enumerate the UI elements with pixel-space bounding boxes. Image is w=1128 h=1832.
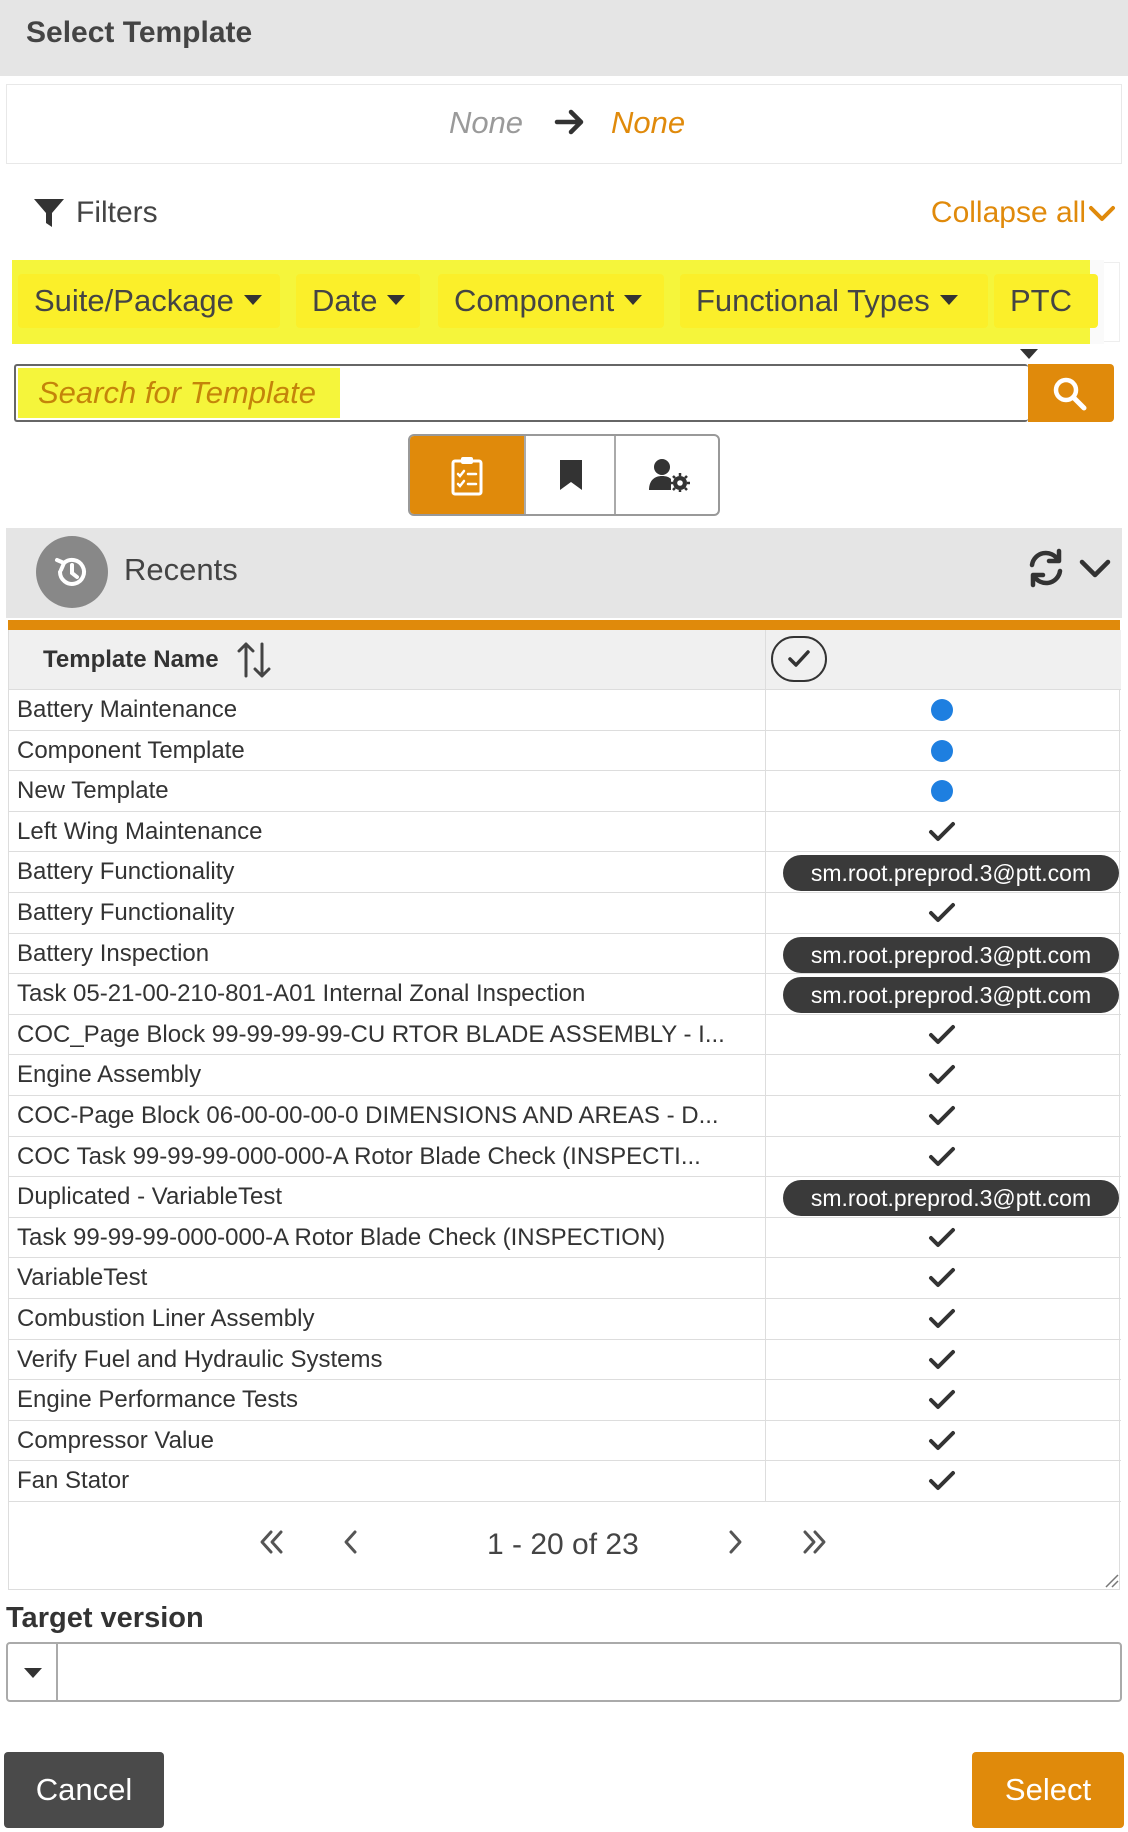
column-divider xyxy=(765,1137,766,1177)
column-divider xyxy=(765,690,766,730)
select-button[interactable]: Select xyxy=(972,1752,1124,1828)
column-divider xyxy=(765,1258,766,1298)
column-divider xyxy=(765,1177,766,1217)
search-box xyxy=(14,364,1028,422)
column-divider xyxy=(765,1340,766,1380)
recents-label: Recents xyxy=(124,552,238,587)
column-divider xyxy=(765,1461,766,1501)
template-name-cell: Compressor Value xyxy=(17,1426,214,1454)
caret-down-icon xyxy=(1020,349,1038,359)
filter-chip-bar xyxy=(12,260,1104,344)
table-body xyxy=(9,690,1121,1502)
arrow-right-icon xyxy=(553,105,587,139)
column-divider xyxy=(765,1380,766,1420)
funnel-icon xyxy=(32,196,66,230)
filter-chip-component[interactable] xyxy=(438,274,664,328)
table-row[interactable] xyxy=(9,1421,1121,1462)
version-from: None xyxy=(448,105,524,140)
table-row[interactable] xyxy=(9,771,1121,812)
table-row[interactable] xyxy=(9,812,1121,853)
column-divider xyxy=(765,731,766,771)
check-icon xyxy=(927,1348,957,1372)
column-divider xyxy=(765,630,766,690)
check-icon xyxy=(927,1307,957,1331)
column-divider xyxy=(765,1299,766,1339)
locked-by-user-badge: sm.root.preprod.3@ptt.com xyxy=(783,1180,1119,1216)
table-row[interactable] xyxy=(9,731,1121,772)
column-header-template-name[interactable]: Template Name xyxy=(43,646,219,673)
column-divider xyxy=(765,1218,766,1258)
check-icon xyxy=(787,648,811,670)
table-row[interactable] xyxy=(9,1461,1121,1502)
templates-table xyxy=(8,630,1120,1590)
recents-accent-line xyxy=(8,620,1120,630)
filters-label: Filters xyxy=(76,196,158,229)
clipboard-checklist-icon xyxy=(450,456,484,496)
table-header xyxy=(9,630,1121,690)
caret-down-icon xyxy=(387,295,405,305)
bookmark-icon xyxy=(558,458,584,492)
column-divider xyxy=(765,1015,766,1055)
template-name-cell: Fan Stator xyxy=(17,1467,130,1495)
dialog-header xyxy=(0,0,1128,76)
table-row[interactable] xyxy=(9,934,1121,975)
table-row[interactable] xyxy=(9,1015,1121,1056)
check-icon xyxy=(927,1145,957,1169)
table-row[interactable] xyxy=(9,1177,1121,1218)
history-icon xyxy=(52,552,92,592)
templates-view-toggle[interactable] xyxy=(410,436,524,514)
chip-bar-scroll-edge xyxy=(1104,262,1120,342)
column-divider xyxy=(765,852,766,892)
template-name-cell: Task 05-21-00-210-801-A01 Internal Zonal Inspection xyxy=(17,980,586,1008)
table-row[interactable] xyxy=(9,1299,1121,1340)
user-gear-icon xyxy=(648,458,690,492)
user-settings-view-toggle[interactable] xyxy=(614,436,720,514)
template-name-cell: Engine Performance Tests xyxy=(17,1386,299,1414)
caret-down-icon xyxy=(940,295,958,305)
check-icon xyxy=(927,1063,957,1087)
pagination xyxy=(9,1500,1121,1590)
table-row[interactable] xyxy=(9,974,1121,1015)
table-row[interactable] xyxy=(9,1340,1121,1381)
check-icon xyxy=(927,820,957,844)
table-row[interactable] xyxy=(9,1055,1121,1096)
check-icon xyxy=(927,1023,957,1047)
version-to: None xyxy=(611,105,686,140)
page-status: 1 - 20 of 23 xyxy=(487,1528,639,1561)
template-name-cell: Duplicated - VariableTest xyxy=(17,1183,283,1211)
template-name-cell: Component Template xyxy=(17,736,245,764)
template-name-cell: Battery Maintenance xyxy=(17,696,238,723)
template-name-cell: VariableTest xyxy=(17,1264,148,1292)
filter-chip-ptc[interactable] xyxy=(994,274,1098,328)
caret-down-icon xyxy=(624,295,642,305)
template-name-cell: Battery Functionality xyxy=(17,898,235,926)
chevron-down-icon[interactable] xyxy=(1088,200,1116,228)
template-name-cell: Battery Inspection xyxy=(17,939,210,967)
template-name-cell: COC Task 99-99-99-000-000-A Rotor Blade Check (INSPECTI... xyxy=(17,1142,701,1170)
template-name-cell: Battery Functionality xyxy=(17,858,235,886)
locked-by-user-badge: sm.root.preprod.3@ptt.com xyxy=(783,855,1119,891)
chip-label: PTC xyxy=(1010,283,1072,318)
column-divider xyxy=(765,974,766,1014)
check-icon xyxy=(927,1266,957,1290)
column-divider xyxy=(765,1421,766,1461)
chip-label: Suite/Package xyxy=(34,283,234,318)
caret-down-icon xyxy=(244,295,262,305)
locked-by-user-badge: sm.root.preprod.3@ptt.com xyxy=(783,937,1119,973)
recents-bar xyxy=(6,528,1122,618)
table-row[interactable] xyxy=(9,690,1121,731)
filter-chip-date[interactable] xyxy=(296,274,420,328)
template-name-cell: Left Wing Maintenance xyxy=(17,817,263,845)
table-row[interactable] xyxy=(9,852,1121,893)
target-version-select[interactable] xyxy=(6,1642,1122,1702)
chip-label: Functional Types xyxy=(696,283,930,318)
template-name-cell: COC-Page Block 06-00-00-00-0 DIMENSIONS AND AREAS - D... xyxy=(17,1101,719,1129)
template-name-cell: COC_Page Block 99-99-99-99-CU RTOR BLADE ASSEMBLY - I... xyxy=(17,1020,725,1048)
chip-label: Date xyxy=(312,283,378,318)
template-name-cell: Engine Assembly xyxy=(17,1061,202,1089)
search-input[interactable] xyxy=(38,372,938,414)
column-divider xyxy=(765,1096,766,1136)
chip-label: Component xyxy=(454,283,615,318)
collapse-all-link[interactable]: Collapse all xyxy=(930,196,1086,229)
bookmarks-view-toggle[interactable] xyxy=(524,436,614,514)
status-dot-icon xyxy=(931,780,953,802)
table-row[interactable] xyxy=(9,1096,1121,1137)
locked-by-user-badge: sm.root.preprod.3@ptt.com xyxy=(783,977,1119,1013)
check-icon xyxy=(927,1388,957,1412)
resize-grip-icon[interactable] xyxy=(1103,1572,1119,1588)
table-row[interactable] xyxy=(9,893,1121,934)
status-dot-icon xyxy=(931,740,953,762)
column-divider xyxy=(765,1055,766,1095)
filters-row xyxy=(0,190,1128,240)
history-badge xyxy=(36,536,108,608)
last-page-icon[interactable] xyxy=(795,1522,835,1562)
template-name-cell: New Template xyxy=(17,777,169,805)
version-path xyxy=(6,84,1122,164)
view-toggle-group xyxy=(408,434,720,516)
target-version-label: Target version xyxy=(6,1602,204,1634)
check-icon xyxy=(927,901,957,925)
refresh-icon[interactable] xyxy=(1026,548,1066,588)
table-row[interactable] xyxy=(9,1218,1121,1259)
chevron-down-icon[interactable] xyxy=(1078,552,1112,586)
table-row[interactable] xyxy=(9,1258,1121,1299)
previous-page-icon[interactable] xyxy=(331,1522,371,1562)
search-icon xyxy=(1052,376,1088,412)
template-name-cell: Task 99-99-99-000-000-A Rotor Blade Check (INSPECTION) xyxy=(17,1223,666,1251)
caret-down-icon xyxy=(24,1668,42,1678)
check-icon xyxy=(927,1104,957,1128)
table-row[interactable] xyxy=(9,1380,1121,1421)
dialog-title: Select Template xyxy=(26,16,253,49)
template-name-cell: Combustion Liner Assembly xyxy=(17,1304,315,1332)
next-page-icon[interactable] xyxy=(715,1522,755,1562)
check-icon xyxy=(927,1429,957,1453)
column-divider xyxy=(765,934,766,974)
column-divider xyxy=(765,893,766,933)
check-icon xyxy=(927,1469,957,1493)
filter-chip-suite-package[interactable] xyxy=(18,274,280,328)
column-divider xyxy=(765,771,766,811)
column-divider xyxy=(765,812,766,852)
dropdown-toggle[interactable] xyxy=(8,1644,58,1700)
status-column-header[interactable] xyxy=(771,636,827,682)
cancel-button[interactable]: Cancel xyxy=(4,1752,164,1828)
check-icon xyxy=(927,1226,957,1250)
first-page-icon[interactable] xyxy=(251,1522,291,1562)
template-name-cell: Verify Fuel and Hydraulic Systems xyxy=(17,1345,383,1373)
status-dot-icon xyxy=(931,699,953,721)
filter-chip-functional-types[interactable] xyxy=(680,274,988,328)
sort-icon[interactable] xyxy=(235,640,273,680)
search-button[interactable] xyxy=(1028,364,1114,422)
table-row[interactable] xyxy=(9,1137,1121,1178)
